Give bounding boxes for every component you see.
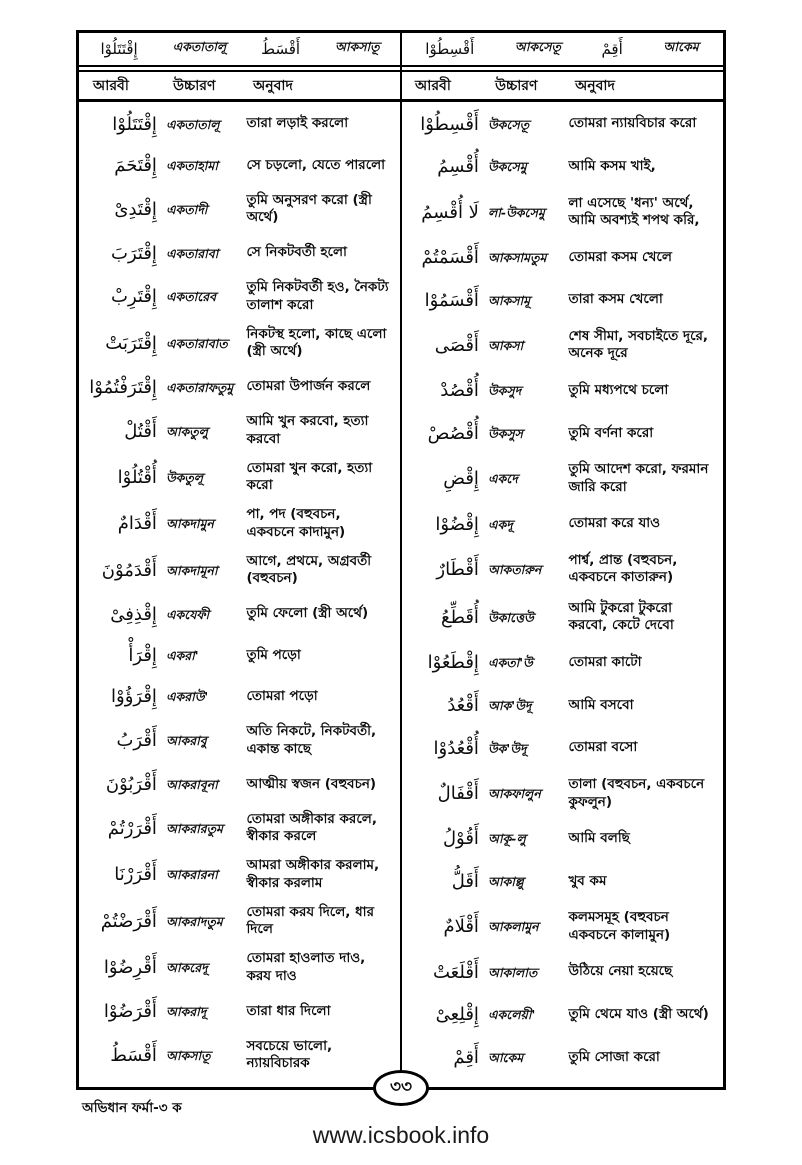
arabic-word: أَقْتُلْ (124, 420, 157, 442)
arabic-word: أُقْصُدْ (440, 380, 479, 402)
translation: তোমরা ন্যায়বিচার করো (568, 115, 697, 132)
translation: তোমরা করয দিলে, ধার দিলে (246, 903, 375, 938)
arabic-word: إِقْتَرَبَتْ (105, 332, 157, 354)
dict-row (401, 908, 723, 945)
dict-row (401, 460, 723, 497)
translation: তুমি নিকটবর্তী হও, নৈকট্য তালাশ করো (246, 279, 389, 313)
arabic-word: أَقْفَالٌ (437, 783, 479, 804)
translation: সে চড়লো, যেতে পারলো (246, 156, 386, 173)
running-head-second-pron: আকসাতূ (334, 39, 380, 54)
translation: তোমরা হাওলাত দাও, করয দাও (246, 949, 366, 984)
pronunciation: আকসাতূ (165, 1047, 211, 1063)
dict-row (79, 681, 401, 713)
pronunciation: আকদামুন (165, 516, 214, 532)
arabic-word: أَقْرَرْتُمْ (107, 817, 157, 839)
arabic-word: أَقِمْ (453, 1047, 479, 1069)
translation: তোমরা অঙ্গীকার করলে, স্বীকার করলে (246, 810, 377, 845)
arabic-word: أُقَطِّعُ (440, 606, 479, 628)
pronunciation: আকরাদূ (165, 1003, 207, 1019)
running-head-third-pron: আকসেতূ (514, 39, 561, 54)
running-head-right (401, 39, 723, 59)
arabic-word: أُقْصُصْ (427, 423, 479, 445)
pronunciation: একলেয়ী' (487, 1007, 536, 1023)
translation: সবচেয়ে ভালো, ন্যায়বিচারক (246, 1037, 333, 1072)
dict-row (401, 151, 723, 183)
pronunciation: আকসামতুম (487, 249, 547, 265)
page-number: ৩৩ (389, 1077, 413, 1097)
pronunciation: উকসুদ (487, 383, 522, 399)
arabic-word: إِقْلِعِىْ (435, 1004, 479, 1026)
arabic-word: أَقْدَمُوْنَ (101, 559, 157, 581)
arabic-word: أَقْرَرْنَا (114, 864, 157, 886)
translation: তুমি সোজা করো (568, 1048, 660, 1065)
dict-row (79, 903, 401, 940)
translation: আমরা অঙ্গীকার করলাম, স্বীকার করলাম (246, 857, 380, 891)
translation: তুমি বর্ণনা করো (568, 424, 654, 441)
translation: তোমরা খুন করো, হত্যা করো (246, 459, 373, 494)
dict-row (401, 775, 723, 812)
translation: আমি টুকরো টুকরো করবো, কেটে দেবো (568, 599, 674, 634)
translation: তোমরা পড়ো (246, 687, 318, 704)
dict-row (79, 149, 401, 181)
pronunciation: আকতারুন (487, 561, 542, 577)
dict-row (79, 810, 401, 847)
translation: আমি বলছি (568, 830, 630, 847)
arabic-word: أَقْسَمْتُمْ (421, 246, 479, 268)
center-divider (400, 33, 402, 1087)
arabic-word: أَقْسَطُ (110, 1044, 157, 1066)
pronunciation: একতাহামা (165, 157, 218, 173)
arabic-word: إِقْتَرِبْ (111, 286, 157, 308)
dict-row (79, 325, 401, 362)
dict-row (401, 284, 723, 316)
translation: খুব কম (568, 872, 607, 889)
translation: তোমরা কসম খেলে (568, 248, 672, 265)
left-column (79, 102, 401, 1084)
dict-row (401, 508, 723, 540)
pronunciation: লা-উকসেমু (487, 204, 545, 220)
running-head-first-arabic: إِقْتَتَلُوْا (100, 40, 138, 58)
running-head-second-arabic: أَقْسَطُ (261, 40, 301, 58)
running-head-fourth-pron: আকেম (663, 39, 699, 54)
translation: আমি খুন করবো, হত্যা করবো (246, 413, 369, 448)
right-column (401, 102, 723, 1084)
column-headers-left (79, 74, 401, 98)
translation: তারা কসম খেলো (568, 291, 663, 308)
running-head-fourth-arabic: أَقِمْ (601, 40, 623, 58)
translation: সে নিকটবর্তী হলো (246, 244, 347, 261)
dict-row (401, 1042, 723, 1074)
pronunciation: উকাত্তেউ (487, 609, 534, 625)
translation: আমি বসবো (568, 696, 634, 713)
pronunciation: আকসা (487, 337, 524, 353)
dict-row (401, 599, 723, 636)
header-pronunciation-label: উচ্চারণ (495, 77, 538, 94)
header-translation-label: অনুবাদ (575, 77, 615, 94)
dict-row (79, 412, 401, 449)
pronunciation: আকতুলু (165, 423, 208, 439)
arabic-word: أَقْرَبُوْنَ (105, 773, 157, 795)
dict-row (79, 995, 401, 1027)
translation: আত্মীয় স্বজন (বহুবচন) (246, 775, 377, 792)
pronunciation: আকরারতুম (165, 820, 223, 836)
translation: তারা ধার দিলো (246, 1002, 331, 1019)
pronunciation: উকসুস (487, 426, 523, 442)
arabic-word: أَقْرَضْتُمْ (100, 910, 157, 932)
arabic-word: أَقْعُدُ (447, 694, 479, 716)
dict-row (401, 732, 723, 764)
pronunciation: আকরাদতুম (165, 913, 223, 929)
translation: অতি নিকটে, নিকটবর্তী, একান্ত কাছে (246, 723, 377, 757)
running-head-left (79, 39, 401, 59)
arabic-word: أَقْدَامٌ (117, 513, 157, 535)
arabic-word: إِقْرَؤُوْا (111, 686, 157, 708)
dict-row (79, 505, 401, 542)
arabic-word: أَقْرَضُوْا (103, 1000, 157, 1022)
dict-row (401, 999, 723, 1031)
pronunciation: আকরাবু (165, 733, 207, 749)
arabic-word: إِقْطَعُوْا (427, 652, 479, 674)
arabic-word: أَقْرَبُ (116, 730, 157, 752)
pronunciation: একতাতালূ (165, 116, 220, 132)
arabic-word: أُقْتُلُوْا (117, 466, 157, 488)
print-signature: অভিধান ফর্মা-৩ ক (82, 1100, 182, 1116)
pronunciation: আকাল্লু (487, 874, 524, 890)
translation: তোমরা কাটো (568, 653, 642, 670)
dict-row (79, 108, 401, 140)
arabic-word: أَقْصَى (434, 334, 479, 356)
arabic-word: أُقْسِمُ (437, 156, 479, 178)
page-number-badge (373, 1070, 429, 1106)
dict-row (79, 1037, 401, 1074)
translation: তুমি পড়ো (246, 646, 301, 663)
dict-row (79, 371, 401, 403)
pronunciation: একদে (487, 471, 518, 487)
arabic-word: أَقُوْلُ (442, 828, 479, 850)
translation: তুমি থেমে যাও (স্ত্রী অর্থে) (568, 1006, 709, 1023)
dict-row (401, 689, 723, 721)
pronunciation: একতা'উ (487, 655, 533, 671)
pronunciation: একতাদী (165, 201, 208, 217)
dict-row (79, 949, 401, 986)
dict-row (401, 823, 723, 855)
pronunciation: একরাউ' (165, 689, 209, 705)
arabic-word: إِقْتَدِىْ (114, 198, 157, 220)
translation: তোমরা বসো (568, 739, 638, 756)
dict-row (79, 598, 401, 630)
pronunciation: উক'উদূ (487, 740, 527, 756)
arabic-word: إِقْتَرَفْتُمُوْا (89, 376, 157, 398)
arabic-word: أَقْطَارٌ (436, 558, 479, 580)
pronunciation: আকফালুন (487, 786, 541, 801)
pronunciation: একতারাফতুমু (165, 379, 234, 395)
pronunciation: আকরেদূ (165, 960, 208, 976)
translation: পার্শ্ব, প্রান্ত (বহুবচন, একবচনে কাতারুন) (568, 551, 678, 586)
dict-row (401, 327, 723, 364)
pronunciation: আকালাত (487, 964, 538, 980)
pronunciation: উকসেতূ (487, 116, 530, 132)
translation: পা, পদ (বহুবচন, একবচনে কাদামুন) (246, 506, 346, 540)
translation: তুমি অনুসরণ করো (স্ত্রী অর্থে) (246, 191, 372, 226)
dict-row (401, 956, 723, 988)
dict-row (401, 375, 723, 407)
arabic-word: أَقَلُّ (451, 871, 479, 893)
dict-row (401, 551, 723, 588)
translation: তুমি মধ্যপথে চলো (568, 382, 669, 398)
translation: তোমরা উপার্জন করলে (246, 378, 371, 395)
arabic-word: أَقْسِطُوْا (420, 113, 479, 135)
arabic-word: أَقْلَامٌ (443, 916, 479, 938)
dict-row (401, 418, 723, 450)
translation: তোমরা করে যাও (568, 515, 661, 532)
pronunciation: আকূ-লু (487, 831, 526, 847)
translation: কলমসমূহ (বহুবচন একবচনে কালামুন) (568, 909, 671, 943)
pronunciation: একদূ (487, 516, 513, 532)
arabic-word: إِقْذِفِىْ (110, 603, 157, 625)
dict-row (401, 866, 723, 898)
pronunciation: আকেম (487, 1050, 524, 1066)
pronunciation: আকসামূ (487, 292, 531, 308)
arabic-word: أَقْسَمُوْا (424, 289, 479, 311)
pronunciation: একরা' (165, 647, 199, 663)
pronunciation: একতারাবাত (165, 335, 228, 351)
arabic-word: إِقْتَحَمَ (114, 154, 157, 176)
running-head-third-arabic: أَقْسِطُوْا (425, 40, 475, 58)
dict-row (79, 722, 401, 759)
running-head-first-pron: একতাতালূ (172, 39, 227, 54)
dict-row (79, 278, 401, 315)
translation: লা এসেছে 'ধন্য' অর্থে, আমি অবশ্যই শপথ করি, (568, 194, 700, 229)
pronunciation: আকরাবূনা (165, 776, 218, 792)
arabic-word: أُقْعُدُوْا (433, 737, 479, 759)
translation: নিকটস্থ হলো, কাছে এলো (স্ত্রী অর্থে) (246, 325, 387, 360)
dict-row (79, 237, 401, 269)
translation: তারা লড়াই করলো (246, 115, 349, 132)
dict-row (401, 647, 723, 679)
dict-row (79, 191, 401, 228)
dict-row (79, 768, 401, 800)
arabic-word: إِقْتَتَلُوْا (112, 113, 157, 135)
arabic-word: أَقْلَعَتْ (433, 961, 479, 983)
header-pronunciation-label: উচ্চারণ (173, 77, 216, 94)
pronunciation: উকসেমু (487, 159, 527, 175)
dict-row (79, 639, 401, 671)
pronunciation: একযেফী (165, 606, 210, 622)
pronunciation: একতারাবা (165, 245, 219, 261)
header-translation-label: অনুবাদ (253, 77, 293, 94)
dict-row (79, 552, 401, 589)
arabic-word: لَا أُقْسِمُ (421, 201, 479, 223)
translation: আগে, প্রথমে, অগ্রবর্তী (বহুবচন) (246, 552, 372, 587)
arabic-word: إِقْتَرَبَ (111, 242, 157, 264)
arabic-word: إِقْرَأْ (128, 644, 157, 666)
column-headers-right (401, 74, 723, 98)
pronunciation: আকলামুন (487, 919, 539, 935)
pronunciation: উকতুলূ (165, 469, 204, 485)
header-arabic-label: আরবী (93, 77, 129, 94)
arabic-word: إِقْضُوْا (435, 513, 479, 535)
dict-row (401, 241, 723, 273)
dict-row (401, 108, 723, 140)
translation: তুমি ফেলো (স্ত্রী অর্থে) (246, 605, 369, 622)
pronunciation: একতারেব (165, 289, 217, 305)
pronunciation: আকদামূনা (165, 562, 218, 578)
arabic-word: إِقْضِ (443, 468, 479, 490)
translation: শেষ সীমা, সবচাইতে দূরে, অনেক দূরে (568, 327, 709, 362)
translation: তালা (বহুবচন, একবচনে কুফলুন) (568, 775, 705, 810)
dictionary-table-frame (76, 30, 726, 1097)
header-arabic-label: আরবী (415, 77, 451, 94)
translation: তুমি আদেশ করো, ফরমান জারি করো (568, 461, 709, 495)
dict-row (79, 856, 401, 893)
dict-row (401, 194, 723, 231)
translation: আমি কসম খাই, (568, 157, 656, 174)
watermark-url: www.icsbook.info (312, 1122, 490, 1148)
translation: উঠিয়ে নেয়া হয়েছে (568, 963, 673, 980)
pronunciation: আক'উদূ (487, 697, 532, 713)
pronunciation: আকরারনা (165, 867, 218, 883)
arabic-word: أَقْرِضُوْا (103, 957, 157, 979)
dict-row (79, 459, 401, 496)
